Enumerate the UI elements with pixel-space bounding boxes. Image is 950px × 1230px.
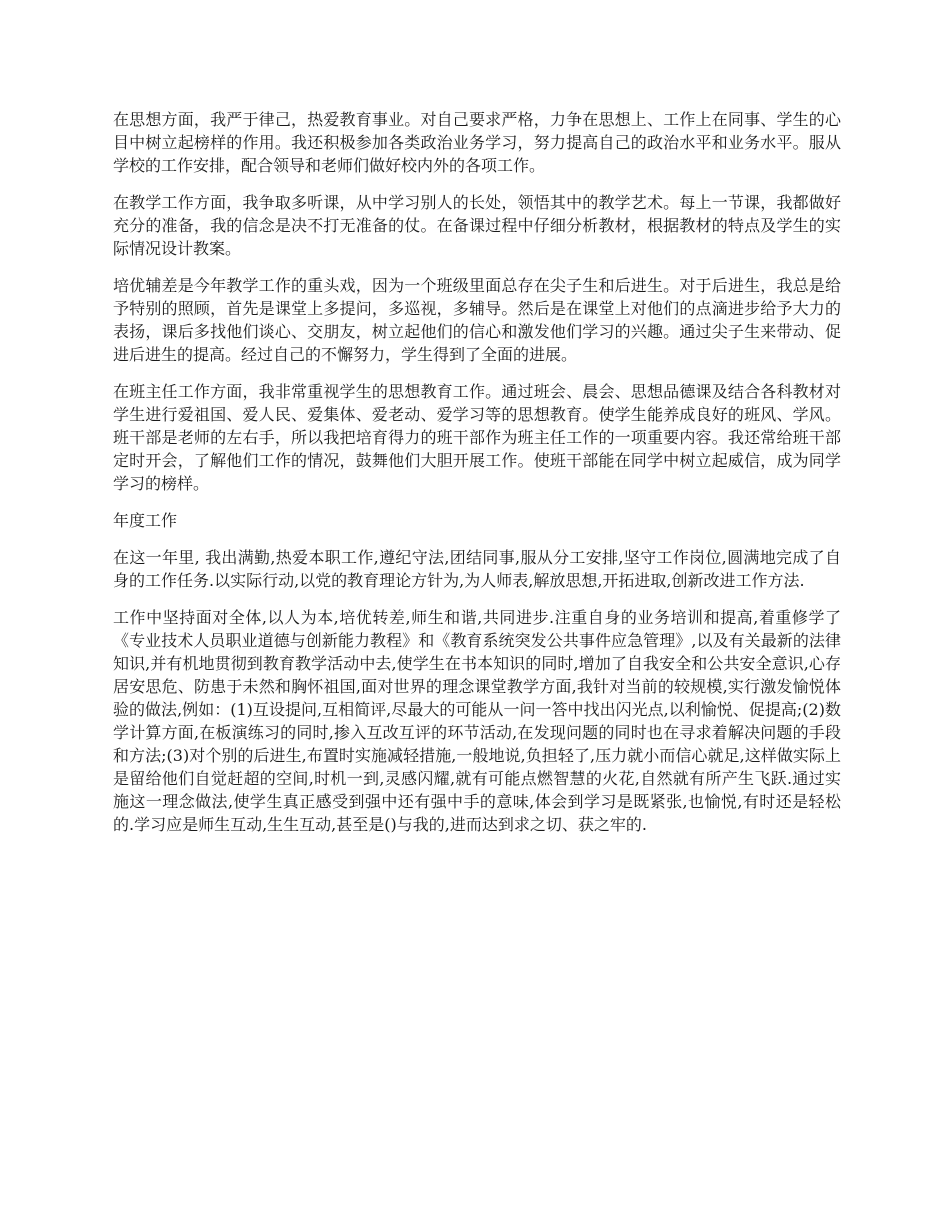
paragraph-annual-summary: 在这一年里, 我出满勤,热爱本职工作,遵纪守法,团结同事,服从分工安排,坚守工作岗位,圆满地完成了自身的工作任务.以实际行动,以党的教育理论方针为,为人师表,解放思想,开拓进取,创新改进工作方法.: [113, 548, 841, 590]
section-heading: 年度工作: [113, 511, 178, 530]
document-body: [113, 108, 841, 850]
paragraph-teaching: 在教学工作方面，我争取多听课，从中学习别人的长处，领悟其中的教学艺术。每上一节课，我都做好充分的准备，我的信念是决不打无准备的仗。在备课过程中仔细分析教材，根据教材的特点及学生的实际情况设计教案。: [113, 193, 841, 258]
paragraph-ideology: 在思想方面，我严于律己，热爱教育事业。对自己要求严格，力争在思想上、工作上在同事、学生的心目中树立起榜样的作用。我还积极参加各类政治业务学习，努力提高自己的政治水平和业务水平。服从学校的工作安排，配合领导和老师们做好校内外的各项工作。: [113, 110, 841, 175]
paragraph-class-teacher: 在班主任工作方面，我非常重视学生的思想教育工作。通过班会、晨会、思想品德课及结合各科教材对学生进行爱祖国、爱人民、爱集体、爱老动、爱学习等的思想教育。使学生能养成良好的班风、学风。班干部是老师的左右手，所以我把培育得力的班干部作为班主任工作的一项重要内容。我还常给班干部定时开会，了解他们工作的情况，鼓舞他们大胆开展工作。使班干部能在同学中树立起威信，成为同学学习的榜样。: [113, 382, 841, 493]
paragraph-work-methods: 工作中坚持面对全体,以人为本,培优转差,师生和谐,共同进步.注重自身的业务培训和提高,着重修学了《专业技术人员职业道德与创新能力教程》和《教育系统突发公共事件应急管理》,以及有关最新的法律知识,并有机地贯彻到教育教学活动中去,使学生在书本知识的同时,增加了自我安全和公共安全意识,心存居安思危、防患于未然和胸怀祖国,面对世界的理念课堂教学方面,我针对当前的较规模,实行激发愉悦体验的做法,例如：(1)互设提问,互相简评,尽最大的可能从一问一答中找出闪光点,以利愉悦、促提高;(2)数学计算方面,在板演练习的同时,掺入互改互评的环节活动,在发现问题的同时也在寻求着解决问题的手段和方法;(3)对个别的后进生,布置时实施减轻措施,一般地说,负担轻了,压力就小而信心就足,这样做实际上是留给他们自觉赶超的空间,时机一到,灵感闪耀,就有可能点燃智慧的火花,自然就有所产生飞跃.通过实施这一理念做法,使学生真正感受到强中还有强中手的意味,体会到学习是既紧张,也愉悦,有时还是轻松的.学习应是师生互动,生生互动,甚至是()与我的,进而达到求之切、获之牢的.: [113, 608, 841, 834]
paragraph-tutoring: 培优辅差是今年教学工作的重头戏，因为一个班级里面总存在尖子生和后进生。对于后进生，我总是给予特别的照顾，首先是课堂上多提问，多巡视，多辅导。然后是在课堂上对他们的点滴进步给予大力的表扬，课后多找他们谈心、交朋友，树立起他们的信心和激发他们学习的兴趣。通过尖子生来带动、促进后进生的提高。经过自己的不懈努力，学生得到了全面的进展。: [113, 276, 841, 364]
